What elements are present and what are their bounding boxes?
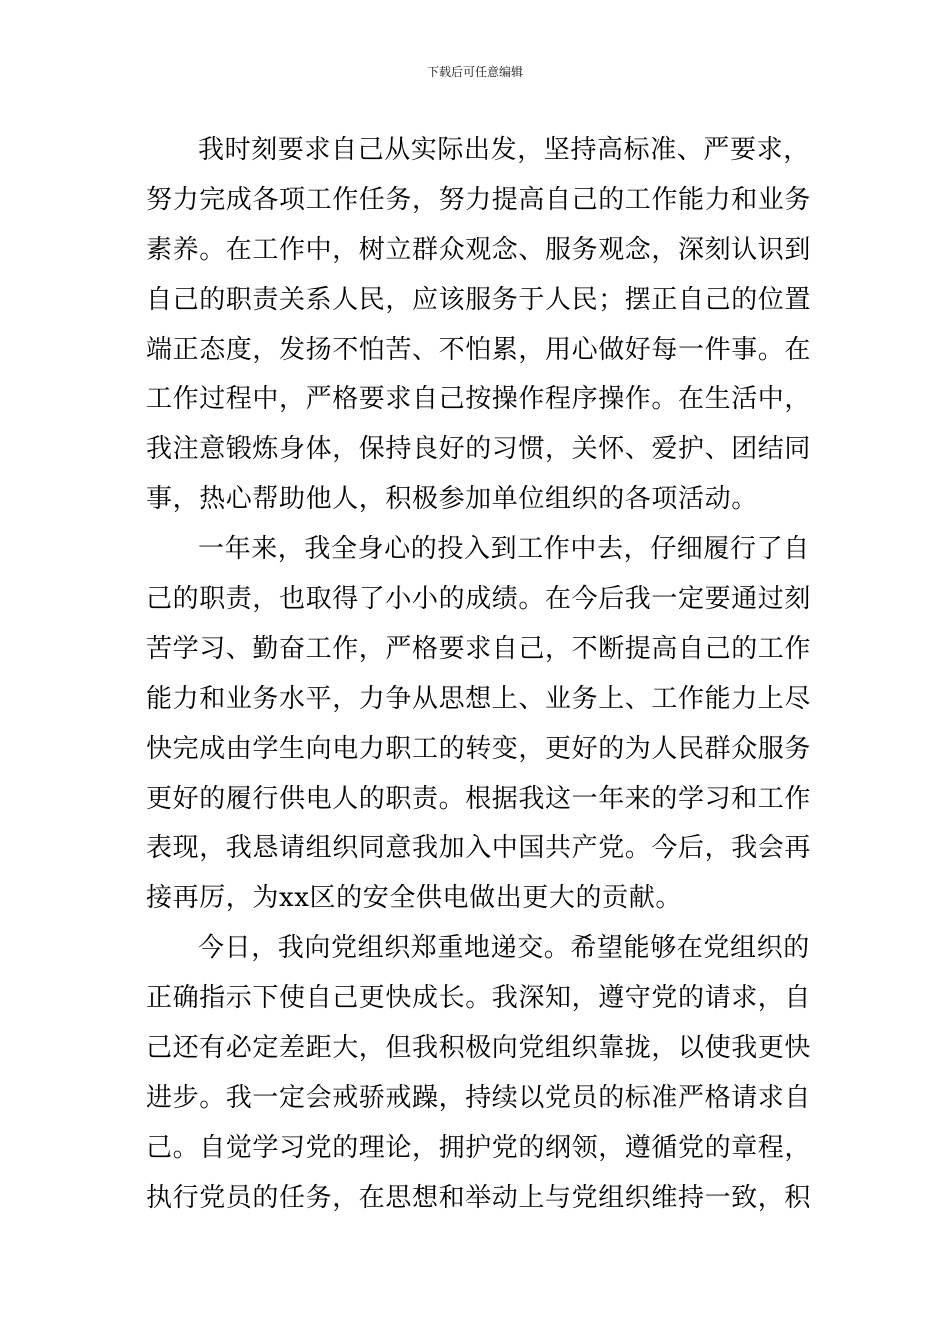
text-line: 我注意锻炼身体，保持良好的习惯，关怀、爱护、团结同	[146, 434, 812, 465]
page-header: 下载后可任意编辑	[426, 65, 523, 79]
document-body	[146, 126, 810, 1224]
paragraph-3	[146, 924, 810, 1223]
paragraph-1	[146, 126, 810, 525]
text-line: 表现，我恳请组织同意我加入中国共产党。今后，我会再	[146, 833, 812, 864]
text-line: 能力和业务水平，力争从思想上、业务上、工作能力上尽	[146, 683, 812, 714]
text-line: 自己的职责关系人民，应该服务于人民；摆正自己的位置	[146, 284, 812, 315]
text-line: 进步。我一定会戒骄戒躁，持续以党员的标准严格请求自	[146, 1082, 812, 1113]
paragraph-2	[146, 525, 810, 924]
text-line: 正确指示下使自己更快成长。我深知，遵守党的请求，自	[146, 983, 812, 1014]
text-line: 事，热心帮助他人，积极参加单位组织的各项活动。	[146, 484, 758, 515]
text-line: 端正态度，发扬不怕苦、不怕累，用心做好每一件事。在	[146, 334, 812, 365]
text-line: 接再厉，为xx区的安全供电做出更大的贡献。	[146, 883, 682, 914]
text-line: 更好的履行供电人的职责。根据我这一年来的学习和工作	[146, 783, 812, 814]
text-line: 己还有必定差距大，但我积极向党组织靠拢，以使我更快	[146, 1033, 812, 1064]
text-line: 素养。在工作中，树立群众观念、服务观念，深刻认识到	[146, 234, 812, 265]
text-line: 执行党员的任务，在思想和举动上与党组织维持一致，积	[146, 1182, 812, 1213]
text-line: 己。自觉学习党的理论，拥护党的纲领，遵循党的章程，	[146, 1132, 812, 1163]
text-line: 一年来，我全身心的投入到工作中去，仔细履行了自	[198, 534, 810, 565]
text-line: 今日，我向党组织郑重地递交。希望能够在党组织的	[198, 933, 810, 964]
text-line: 努力完成各项工作任务，努力提高自己的工作能力和业务	[146, 184, 812, 215]
text-line: 我时刻要求自己从实际出发，坚持高标准、严要求，	[198, 135, 810, 165]
text-line: 苦学习、勤奋工作，严格要求自己，不断提高自己的工作	[146, 633, 812, 664]
text-line: 己的职责，也取得了小小的成绩。在今后我一定要通过刻	[146, 584, 812, 615]
text-line: 快完成由学生向电力职工的转变，更好的为人民群众服务	[146, 733, 812, 764]
text-line: 工作过程中，严格要求自己按操作程序操作。在生活中，	[146, 384, 812, 415]
